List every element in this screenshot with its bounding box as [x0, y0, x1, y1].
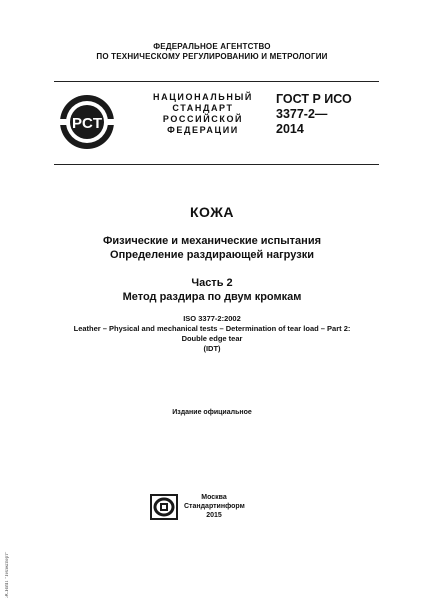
english-title-line-1: Leather – Physical and mechanical tests – Determination of tear load – Part 2: [73, 324, 351, 333]
bottom-divider [54, 164, 379, 165]
national-standard-label [144, 92, 262, 136]
subtitle-line-1: Физические и механические испытания [102, 235, 322, 247]
part-number: Часть 2 [191, 277, 233, 289]
agency-header [0, 42, 424, 62]
iso-reference: ISO 3377-2:2002 [183, 314, 241, 323]
document-subtitle [0, 234, 424, 262]
iso-reference-block [0, 314, 424, 354]
document-title: КОЖА [189, 204, 234, 220]
national-line-3: РОССИЙСКОЙ [162, 114, 244, 124]
standartinform-logo [150, 494, 178, 520]
standartinform-emblem-icon [150, 494, 178, 520]
national-line-1: НАЦИОНАЛЬНЫЙ [153, 92, 253, 102]
gost-number-line-1: ГОСТ Р ИСО [276, 92, 352, 106]
publisher-name: Стандартинформ [184, 503, 245, 510]
publisher-city: Москва [201, 494, 227, 501]
top-divider [54, 81, 379, 82]
agency-line-2: ПО ТЕХНИЧЕСКОМУ РЕГУЛИРОВАНИЮ И МЕТРОЛОГИИ [96, 52, 328, 61]
english-title-line-2: Double edge tear [181, 334, 243, 343]
gost-number-line-2: 3377-2— [276, 107, 328, 121]
gost-logo-letters: PCT [72, 115, 102, 132]
idt-label: (IDT) [203, 344, 221, 353]
publisher-block [184, 493, 244, 520]
agency-line-1: ФЕДЕРАЛЬНОЕ АГЕНТСТВО [153, 42, 271, 51]
subtitle-line-2: Определение раздирающей нагрузки [110, 249, 314, 261]
gost-r-logo [58, 92, 116, 152]
gost-number [276, 92, 386, 137]
gost-r-emblem-icon [58, 92, 116, 152]
national-line-2: СТАНДАРТ [172, 103, 234, 113]
official-edition: Издание официальное [172, 409, 252, 416]
document-part [0, 276, 424, 304]
part-title: Метод раздира по двум кромкам [122, 291, 302, 303]
gost-number-line-3: 2014 [276, 122, 304, 136]
side-watermark-note: ЭСНИП "Техэксперт" [5, 551, 10, 598]
national-line-4: ФЕДЕРАЦИИ [167, 125, 239, 135]
publisher-year: 2015 [206, 512, 222, 519]
